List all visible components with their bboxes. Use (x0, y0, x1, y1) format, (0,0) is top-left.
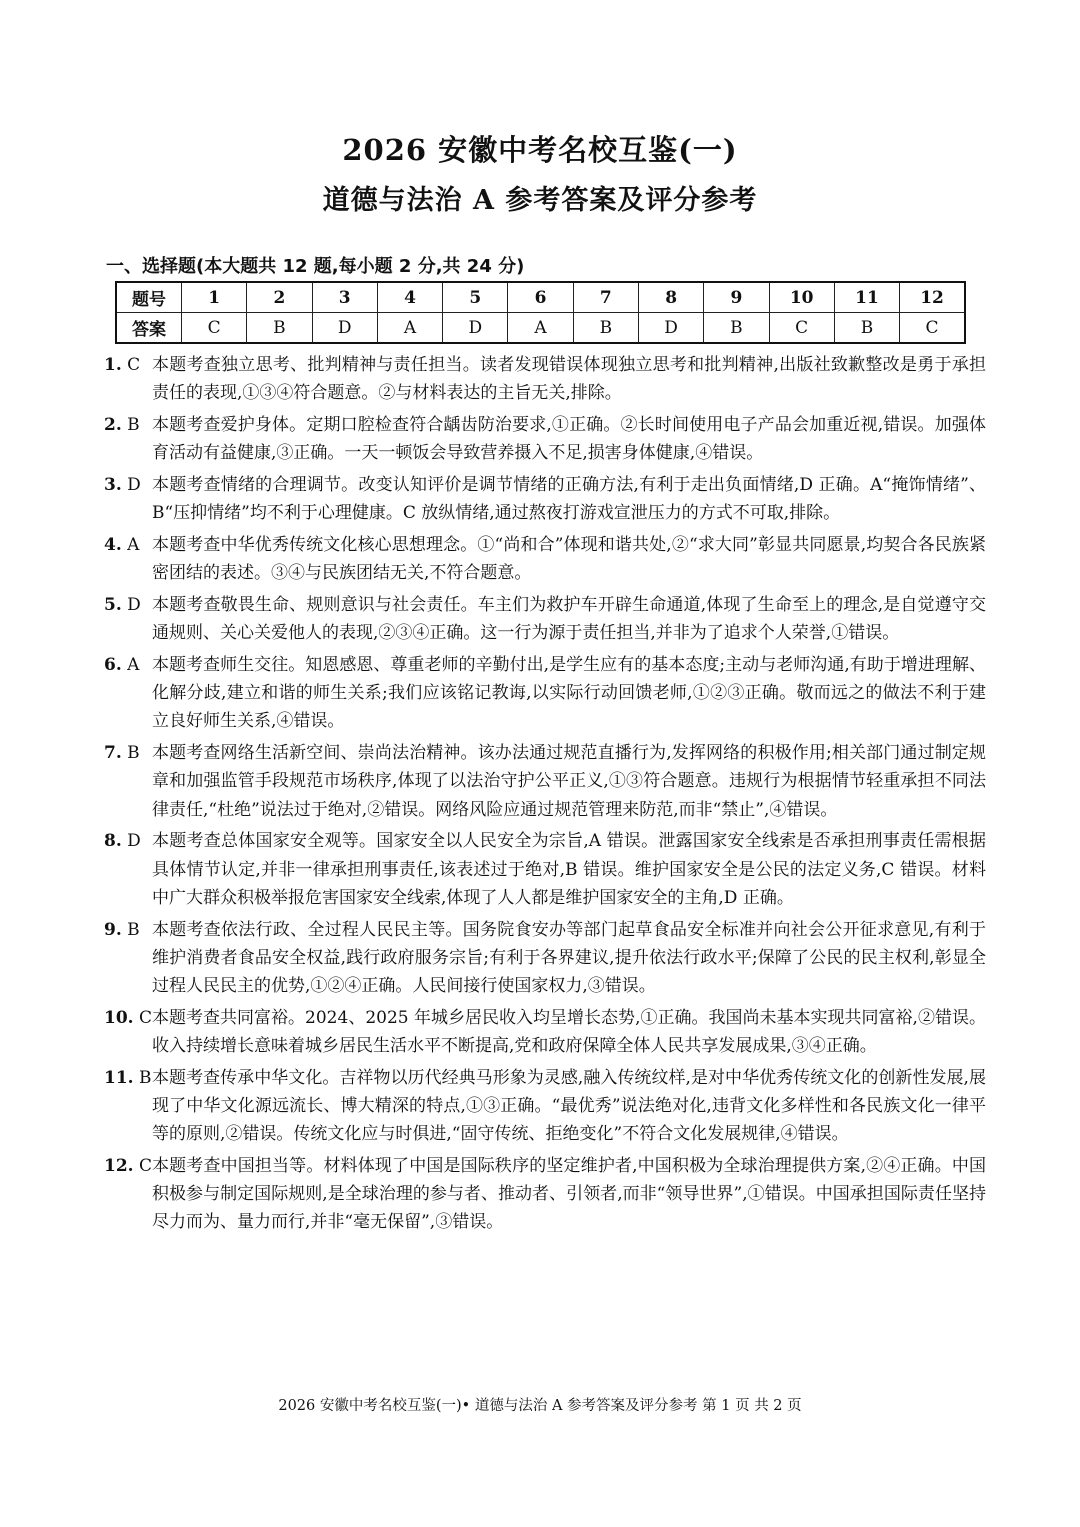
item-number: 12. (104, 1156, 134, 1177)
answer-cell: C (182, 313, 247, 344)
item-number: 4. (104, 535, 122, 555)
item-text: 本题考查独立思考、批判精神与责任担当。读者发现错误体现独立思考和批判精神,出版社致歉整改是勇于承担责任的表现,①③④符合题意。②与材料表达的主旨无关,排除。 (152, 355, 986, 404)
item-answer: A (127, 535, 140, 555)
answer-cell: B (834, 313, 899, 344)
page-title: 2026 安徽中考名校互鉴(一) (342, 133, 738, 167)
item-text: 本题考查情绪的合理调节。改变认知评价是调节情绪的正确方法,有利于走出负面情绪,D 正确。A“掩饰情绪”、B“压抑情绪”均不利于心理健康。C 放纵情绪,通过熬夜打游戏宣泄压力的方式不可取,排除。 (152, 475, 986, 524)
item-number: 11. (104, 1067, 134, 1088)
page-subtitle: 道德与法治 A 参考答案及评分参考 (322, 185, 758, 216)
answer-cell: B (573, 313, 638, 344)
explanation-item (104, 471, 986, 527)
item-text: 本题考查依法行政、全过程人民民主等。国务院食安办等部门起草食品安全标准并向社会公开征求意见,有利于维护消费者食品安全权益,践行政府服务宗旨;有利于各界建议,提升依法行政水平;保障了公民的民主权利,彰显全过程人民民主的优势,①②④正确。人民间接行使国家权力,③错误。 (152, 919, 986, 997)
item-answer: C (127, 355, 141, 375)
explanation-item (104, 916, 986, 1001)
item-text: 本题考查共同富裕。2024、2025 年城乡居民收入均呈增长态势,①正确。我国尚未基本实现共同富裕,②错误。收入持续增长意味着城乡居民生活水平不断提高,党和政府保障全体人民共享发展成果,③④正确。 (152, 1007, 986, 1057)
question-number-cell: 9 (704, 282, 769, 313)
row-header-answer: 答案 (116, 313, 182, 344)
item-text: 本题考查师生交往。知恩感恩、尊重老师的辛勤付出,是学生应有的基本态度;主动与老师沟通,有助于增进理解、化解分歧,建立和谐的师生关系;我们应该铭记教诲,以实际行动回馈老师,①②③正确。敬而远之的做法不利于建立良好师生关系,④错误。 (152, 655, 986, 732)
answer-cell: D (638, 313, 703, 344)
item-answer: B (127, 919, 140, 940)
item-answer: C (138, 1156, 152, 1177)
item-answer: B (127, 743, 140, 764)
item-number: 10. (104, 1007, 134, 1028)
item-number: 1. (104, 355, 122, 375)
explanation-item (104, 1152, 986, 1237)
item-answer: A (127, 655, 140, 675)
explanation-item (104, 1064, 986, 1149)
table-row-answers (116, 313, 965, 344)
section-heading: 一、选择题(本大题共 12 题,每小题 2 分,共 24 分) (106, 256, 525, 277)
explanation-item (104, 411, 986, 467)
item-answer: D (127, 595, 141, 615)
answer-cell: A (377, 313, 442, 344)
answer-cell: D (443, 313, 508, 344)
explanation-item (104, 591, 986, 647)
question-number-cell: 11 (834, 282, 899, 313)
answer-cell: B (704, 313, 769, 344)
answer-cell: D (312, 313, 377, 344)
question-number-cell: 10 (769, 282, 834, 313)
question-number-cell: 5 (443, 282, 508, 313)
item-number: 5. (104, 595, 122, 615)
item-text: 本题考查网络生活新空间、崇尚法治精神。该办法通过规范直播行为,发挥网络的积极作用;相关部门通过制定规章和加强监管手段规范市场秩序,体现了以法治守护公平正义,①③符合题意。违规行为根据情节轻重承担不同法律责任,“杜绝”说法过于绝对,②错误。网络风险应通过规范管理来防范,而非“禁止”,④错误。 (152, 743, 986, 820)
item-text: 本题考查传承中华文化。吉祥物以历代经典马形象为灵感,融入传统纹样,是对中华优秀传统文化的创新性发展,展现了中华文化源远流长、博大精深的特点,①③正确。“最优秀”说法绝对化,违背文化多样性和各民族文化一律平等的原则,②错误。传统文化应与时俱进,“固守传统、拒绝变化”不符合文化发展规律,④错误。 (152, 1067, 986, 1145)
question-number-cell: 7 (573, 282, 638, 313)
item-text: 本题考查敬畏生命、规则意识与社会责任。车主们为救护车开辟生命通道,体现了生命至上的理念,是自觉遵守交通规则、关心关爱他人的表现,②③④正确。这一行为源于责任担当,并非为了追求个人荣誉,①错误。 (152, 595, 986, 644)
item-text: 本题考查中华优秀传统文化核心思想理念。①“尚和合”体现和谐共处,②“求大同”彰显共同愿景,均契合各民族紧密团结的表述。③④与民族团结无关,不符合题意。 (152, 535, 986, 584)
explanation-item (104, 1004, 986, 1060)
question-number-cell: 12 (900, 282, 965, 313)
question-number-cell: 6 (508, 282, 573, 313)
answer-cell: C (900, 313, 965, 344)
question-number-cell: 4 (377, 282, 442, 313)
answer-cell: B (247, 313, 312, 344)
question-number-cell: 8 (638, 282, 703, 313)
question-number-cell: 1 (182, 282, 247, 313)
explanation-item (104, 651, 986, 736)
item-text: 本题考查爱护身体。定期口腔检查符合龋齿防治要求,①正确。②长时间使用电子产品会加重近视,错误。加强体育活动有益健康,③正确。一天一顿饭会导致营养摄入不足,损害身体健康,④错误。 (152, 415, 986, 464)
item-answer: D (127, 475, 141, 495)
explanation-item (104, 739, 986, 824)
item-number: 2. (104, 415, 122, 435)
explanation-list (104, 351, 986, 1240)
item-number: 9. (104, 919, 122, 940)
item-number: 6. (104, 655, 122, 675)
item-answer: D (127, 831, 141, 852)
item-text: 本题考查中国担当等。材料体现了中国是国际秩序的坚定维护者,中国积极为全球治理提供方案,②④正确。中国积极参与制定国际规则,是全球治理的参与者、推动者、引领者,而非“领导世界”,①错误。中国承担国际责任坚持尽力而为、量力而行,并非“毫无保留”,③错误。 (152, 1156, 986, 1233)
answer-table (115, 281, 966, 344)
question-number-cell: 2 (247, 282, 312, 313)
answer-cell: C (769, 313, 834, 344)
item-answer: C (138, 1007, 152, 1028)
item-answer: B (138, 1067, 152, 1088)
item-text: 本题考查总体国家安全观等。国家安全以人民安全为宗旨,A 错误。泄露国家安全线索是否承担刑事责任需根据具体情节认定,并非一律承担刑事责任,该表述过于绝对,B 错误。维护国家安全是公民的法定义务,C 错误。材料中广大群众积极举报危害国家安全线索,体现了人人都是维护国家安全的主角,D 正确。 (152, 831, 986, 908)
table-row-numbers (116, 282, 965, 313)
page-footer: 2026 安徽中考名校互鉴(一)• 道德与法治 A 参考答案及评分参考 第 1 页 共 2 页 (278, 1398, 802, 1414)
row-header-number: 题号 (116, 282, 182, 313)
item-number: 7. (104, 743, 122, 764)
item-number: 8. (104, 831, 122, 852)
question-number-cell: 3 (312, 282, 377, 313)
item-number: 3. (104, 475, 122, 495)
explanation-item (104, 827, 986, 912)
explanation-item (104, 531, 986, 587)
answer-cell: A (508, 313, 573, 344)
item-answer: B (127, 415, 140, 435)
explanation-item (104, 351, 986, 407)
